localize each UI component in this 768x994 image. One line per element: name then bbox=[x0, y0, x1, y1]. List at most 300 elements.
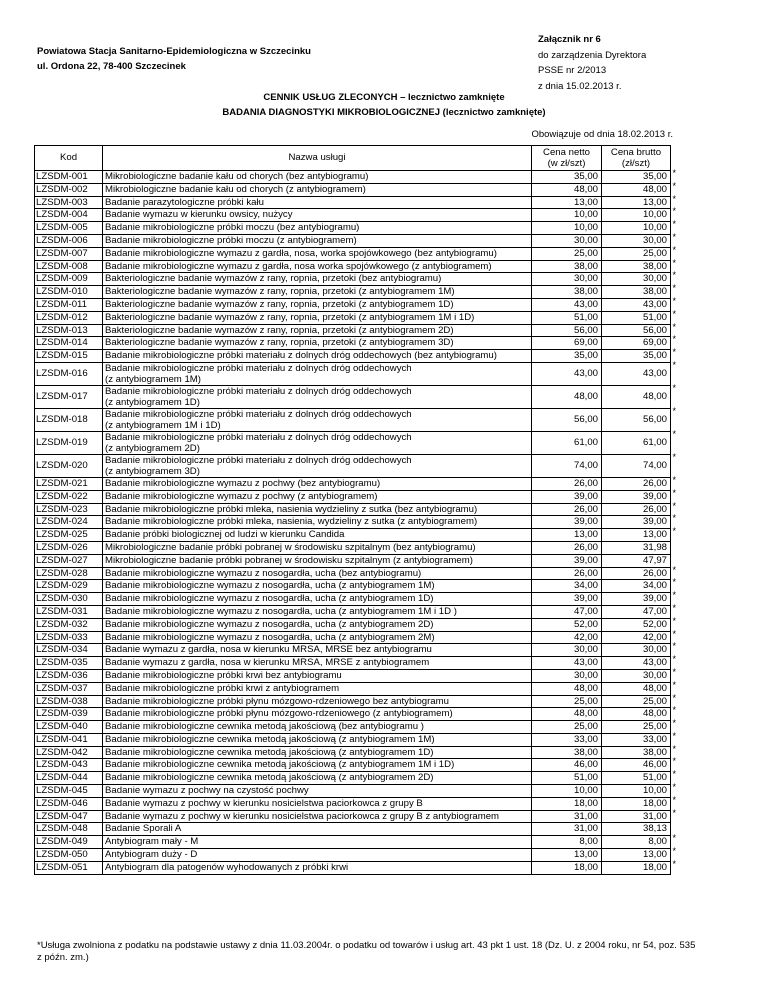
row-name-line2: (z antybiogramem 1D) bbox=[105, 396, 200, 408]
row-name: Badanie wymazu z gardła, nosa w kierunku MRSA, MRSE bez antybiogramu bbox=[103, 644, 532, 657]
row-price-gross bbox=[602, 283, 676, 299]
row-price-gross bbox=[602, 679, 676, 695]
row-name: Badanie mikrobiologiczne wymazu z gardła, nosa worka spojówkowego (z antybiogramem) bbox=[103, 260, 532, 273]
row-code: LZSDM-001 bbox=[35, 171, 103, 184]
row-code: LZSDM-014 bbox=[35, 337, 103, 350]
row-code: LZSDM-049 bbox=[35, 836, 103, 849]
table-row bbox=[35, 631, 671, 644]
tax-exempt-mark: * bbox=[672, 382, 676, 393]
price-table bbox=[34, 145, 676, 875]
tax-exempt-mark: * bbox=[672, 679, 676, 690]
row-code: LZSDM-019 bbox=[35, 431, 103, 454]
header-net-line2: (w zł/szt) bbox=[547, 158, 586, 169]
row-price-gross bbox=[602, 270, 676, 286]
row-price-net: 46,00 bbox=[532, 759, 602, 772]
row-price-gross bbox=[602, 769, 676, 785]
row-code: LZSDM-005 bbox=[35, 222, 103, 235]
row-name: Badanie mikrobiologiczne próbki moczu (bez antybiogramu) bbox=[103, 222, 532, 235]
table-row bbox=[35, 209, 671, 222]
row-price-gross-value: 51,00 bbox=[642, 772, 667, 784]
table-row bbox=[35, 849, 671, 862]
row-price-gross-value: 10,00 bbox=[642, 209, 667, 221]
row-code: LZSDM-036 bbox=[35, 669, 103, 682]
table-row bbox=[35, 861, 671, 874]
table-row bbox=[35, 490, 671, 503]
row-code: LZSDM-008 bbox=[35, 260, 103, 273]
row-price-gross bbox=[602, 730, 676, 746]
row-price-net: 61,00 bbox=[532, 431, 602, 454]
table-row bbox=[35, 721, 671, 734]
row-code: LZSDM-002 bbox=[35, 183, 103, 196]
row-code: LZSDM-043 bbox=[35, 759, 103, 772]
row-price-gross-value: 47,00 bbox=[642, 605, 667, 617]
row-price-gross-value: 26,00 bbox=[642, 503, 667, 515]
row-price-gross-value: 35,00 bbox=[642, 350, 667, 362]
row-price-gross-value: 13,00 bbox=[642, 196, 667, 208]
row-name: Badanie mikrobiologiczne wymazu z pochwy (z antybiogramem) bbox=[103, 490, 532, 503]
row-price-gross-value: 48,00 bbox=[642, 391, 667, 403]
row-price-gross-value: 38,00 bbox=[642, 286, 667, 298]
tax-exempt-mark: * bbox=[672, 743, 676, 754]
row-price-gross-value: 18,00 bbox=[642, 861, 667, 873]
table-row bbox=[35, 222, 671, 235]
tax-exempt-mark: * bbox=[672, 833, 676, 844]
row-code: LZSDM-022 bbox=[35, 490, 103, 503]
row-name: Badanie mikrobiologiczne wymazu z gardła, nosa, worka spojówkowego (bez antybiogramu) bbox=[103, 247, 532, 260]
row-price-net: 51,00 bbox=[532, 772, 602, 785]
row-code: LZSDM-048 bbox=[35, 823, 103, 836]
tax-exempt-mark: * bbox=[672, 615, 676, 626]
row-price-gross-value: 13,00 bbox=[642, 529, 667, 541]
table-row bbox=[35, 311, 671, 324]
row-price-net: 18,00 bbox=[532, 861, 602, 874]
row-price-gross bbox=[602, 513, 676, 529]
row-price-gross-value: 33,00 bbox=[642, 733, 667, 745]
row-name: Badanie mikrobiologiczne wymazu z pochwy (bez antybiogramu) bbox=[103, 477, 532, 490]
row-code: LZSDM-010 bbox=[35, 286, 103, 299]
row-price-gross bbox=[602, 405, 676, 431]
row-price-gross bbox=[602, 541, 671, 554]
row-price-net: 43,00 bbox=[532, 657, 602, 670]
row-price-net: 33,00 bbox=[532, 733, 602, 746]
tax-exempt-mark: * bbox=[672, 705, 676, 716]
row-name: Bakteriologiczne badanie wymazów z rany, ropnia, przetoki (z antybiogramem 2D) bbox=[103, 324, 532, 337]
row-name-line1: Badanie mikrobiologiczne próbki materiału z dolnych dróg oddechowych bbox=[105, 385, 412, 397]
table-header-row bbox=[35, 146, 671, 171]
tax-exempt-mark: * bbox=[672, 577, 676, 588]
table-row bbox=[35, 733, 671, 746]
table-row bbox=[35, 823, 671, 836]
row-price-gross-value: 30,00 bbox=[642, 669, 667, 681]
row-code: LZSDM-042 bbox=[35, 746, 103, 759]
tax-exempt-mark: * bbox=[672, 590, 676, 601]
row-code: LZSDM-026 bbox=[35, 541, 103, 554]
table-row bbox=[35, 759, 671, 772]
row-price-gross bbox=[602, 451, 676, 477]
row-price-net: 43,00 bbox=[532, 362, 602, 385]
table-row bbox=[35, 362, 671, 385]
row-name: Badanie próbki biologicznej od ludzi w kierunku Candida bbox=[103, 529, 532, 542]
table-row bbox=[35, 234, 671, 247]
row-price-gross bbox=[602, 428, 676, 454]
table-row bbox=[35, 836, 671, 849]
table-row bbox=[35, 408, 671, 431]
row-name bbox=[103, 454, 532, 477]
tax-exempt-mark: * bbox=[672, 794, 676, 805]
row-price-gross-value: 43,00 bbox=[642, 298, 667, 310]
row-price-gross bbox=[602, 244, 676, 260]
row-price-gross-value: 69,00 bbox=[642, 337, 667, 349]
table-row bbox=[35, 324, 671, 337]
document-title: CENNIK USŁUG ZLECONYCH – lecznictwo zamknięte bbox=[263, 92, 505, 103]
header-gross-line2: (zł/szt) bbox=[621, 158, 651, 169]
row-price-gross-value: 10,00 bbox=[642, 222, 667, 234]
row-price-net: 8,00 bbox=[532, 836, 602, 849]
row-name: Badanie wymazu z pochwy na czystość pochwy bbox=[103, 785, 532, 798]
row-price-gross-value: 30,00 bbox=[642, 273, 667, 285]
annex-line: do zarządzenia Dyrektora bbox=[538, 49, 647, 61]
row-price-net: 30,00 bbox=[532, 273, 602, 286]
row-price-net: 35,00 bbox=[532, 171, 602, 184]
row-name: Antybiogram mały - M bbox=[103, 836, 532, 849]
row-code: LZSDM-011 bbox=[35, 298, 103, 311]
row-code: LZSDM-031 bbox=[35, 605, 103, 618]
row-name: Badanie wymazu z pochwy w kierunku nosicielstwa paciorkowca z grupy B bbox=[103, 797, 532, 810]
row-price-net: 10,00 bbox=[532, 222, 602, 235]
row-code: LZSDM-009 bbox=[35, 273, 103, 286]
validity-date: Obowiązuje od dnia 18.02.2013 r. bbox=[531, 129, 673, 140]
tax-exempt-mark: * bbox=[672, 487, 676, 498]
row-price-net: 51,00 bbox=[532, 311, 602, 324]
row-price-gross bbox=[602, 487, 676, 503]
row-price-gross bbox=[602, 743, 676, 759]
table-row bbox=[35, 567, 671, 580]
row-name: Badanie wymazu z pochwy w kierunku nosicielstwa paciorkowca z grupy B z antybiogramem bbox=[103, 810, 532, 823]
row-price-gross-value: 39,00 bbox=[642, 516, 667, 528]
row-price-gross bbox=[602, 554, 671, 567]
tax-exempt-mark: * bbox=[672, 513, 676, 524]
row-code: LZSDM-047 bbox=[35, 810, 103, 823]
annex-line: PSSE nr 2/2013 bbox=[538, 65, 607, 76]
row-price-net: 48,00 bbox=[532, 385, 602, 408]
row-code: LZSDM-017 bbox=[35, 385, 103, 408]
row-name: Badanie wymazu w kierunku owsicy, nużycy bbox=[103, 209, 532, 222]
annex-date: z dnia 15.02.2013 r. bbox=[538, 80, 622, 92]
row-code: LZSDM-020 bbox=[35, 454, 103, 477]
row-price-net: 39,00 bbox=[532, 554, 602, 567]
row-price-gross bbox=[602, 193, 676, 209]
tax-exempt-mark: * bbox=[672, 500, 676, 511]
row-code: LZSDM-037 bbox=[35, 682, 103, 695]
table-row bbox=[35, 644, 671, 657]
row-price-gross bbox=[602, 295, 676, 311]
row-price-gross-value: 51,00 bbox=[642, 311, 667, 323]
row-price-net: 13,00 bbox=[532, 849, 602, 862]
row-price-gross-value: 43,00 bbox=[642, 368, 667, 380]
row-price-net: 10,00 bbox=[532, 785, 602, 798]
row-name bbox=[103, 431, 532, 454]
row-code: LZSDM-016 bbox=[35, 362, 103, 385]
tax-exempt-mark: * bbox=[672, 206, 676, 217]
tax-exempt-mark: * bbox=[672, 641, 676, 652]
row-price-net: 52,00 bbox=[532, 618, 602, 631]
tax-exempt-mark: * bbox=[672, 244, 676, 255]
tax-exempt-mark: * bbox=[672, 564, 676, 575]
row-price-gross-value: 38,00 bbox=[642, 260, 667, 272]
row-price-net: 25,00 bbox=[532, 695, 602, 708]
row-price-net: 26,00 bbox=[532, 477, 602, 490]
row-price-net: 48,00 bbox=[532, 708, 602, 721]
row-price-net: 38,00 bbox=[532, 260, 602, 273]
row-price-gross bbox=[602, 308, 676, 324]
row-name-line2: (z antybiogramem 1M i 1D) bbox=[105, 419, 221, 431]
row-code: LZSDM-051 bbox=[35, 861, 103, 874]
row-name: Badanie mikrobiologiczne próbki moczu (z antybiogramem) bbox=[103, 234, 532, 247]
row-price-gross bbox=[602, 564, 676, 580]
row-name: Badanie parazytologiczne próbki kału bbox=[103, 196, 532, 209]
tax-exempt-mark: * bbox=[672, 718, 676, 729]
row-code: LZSDM-045 bbox=[35, 785, 103, 798]
table-row bbox=[35, 247, 671, 260]
row-price-gross bbox=[602, 615, 676, 631]
row-price-gross-value: 56,00 bbox=[642, 324, 667, 336]
table-row bbox=[35, 772, 671, 785]
row-name: Bakteriologiczne badanie wymazów z rany, ropnia, przetoki (z antybiogramem 1M) bbox=[103, 286, 532, 299]
row-price-net: 39,00 bbox=[532, 593, 602, 606]
tax-exempt-mark: * bbox=[672, 428, 676, 439]
row-price-net: 74,00 bbox=[532, 454, 602, 477]
tax-exempt-mark: * bbox=[672, 283, 676, 294]
row-price-gross bbox=[602, 168, 676, 184]
tax-exempt-mark: * bbox=[672, 451, 676, 462]
row-code: LZSDM-029 bbox=[35, 580, 103, 593]
header-name: Nazwa usługi bbox=[103, 146, 532, 171]
row-price-gross-value: 48,00 bbox=[642, 183, 667, 195]
annex-block bbox=[538, 32, 646, 94]
row-code: LZSDM-023 bbox=[35, 503, 103, 516]
row-price-gross-value: 31,98 bbox=[642, 541, 667, 553]
row-name: Badanie mikrobiologiczne próbki płynu mózgowo-rdzeniowego bez antybiogramu bbox=[103, 695, 532, 708]
row-code: LZSDM-046 bbox=[35, 797, 103, 810]
row-price-gross bbox=[602, 654, 676, 670]
table-row bbox=[35, 708, 671, 721]
document-subtitle: BADANIA DIAGNOSTYKI MIKROBIOLOGICZNEJ (lecznictwo zamknięte) bbox=[222, 107, 546, 118]
tax-exempt-mark: * bbox=[672, 692, 676, 703]
tax-exempt-mark: * bbox=[672, 782, 676, 793]
row-name-line1: Badanie mikrobiologiczne próbki materiału z dolnych dróg oddechowych bbox=[105, 408, 412, 420]
document-titles bbox=[0, 90, 768, 120]
header-code: Kod bbox=[35, 146, 103, 171]
row-price-net: 48,00 bbox=[532, 682, 602, 695]
row-price-gross-value: 35,00 bbox=[642, 171, 667, 182]
row-name: Bakteriologiczne badanie wymazów z rany, ropnia, przetoki (z antybiogramem 3D) bbox=[103, 337, 532, 350]
row-price-gross bbox=[602, 756, 676, 772]
row-name: Badanie mikrobiologiczne wymazu z nosogardła, ucha (z antybiogramem 1M) bbox=[103, 580, 532, 593]
table-row bbox=[35, 477, 671, 490]
table-row bbox=[35, 350, 671, 363]
row-price-gross-value: 52,00 bbox=[642, 618, 667, 630]
organization-address: ul. Ordona 22, 78-400 Szczecinek bbox=[37, 61, 186, 72]
row-price-net: 26,00 bbox=[532, 503, 602, 516]
organization-header bbox=[37, 44, 311, 74]
row-price-gross bbox=[602, 577, 676, 593]
row-price-gross-value: 42,00 bbox=[642, 631, 667, 643]
table-row bbox=[35, 337, 671, 350]
tax-exempt-mark: * bbox=[672, 666, 676, 677]
row-price-gross bbox=[602, 219, 676, 235]
row-price-gross bbox=[602, 206, 676, 222]
row-code: LZSDM-034 bbox=[35, 644, 103, 657]
row-price-gross-value: 61,00 bbox=[642, 437, 667, 449]
row-price-gross-value: 25,00 bbox=[642, 695, 667, 707]
row-price-net: 25,00 bbox=[532, 721, 602, 734]
table-row bbox=[35, 657, 671, 670]
row-price-gross bbox=[602, 500, 676, 516]
row-name: Bakteriologiczne badanie wymazów z rany, ropnia, przetoki (z antybiogramem 1D) bbox=[103, 298, 532, 311]
row-price-net: 30,00 bbox=[532, 644, 602, 657]
tax-exempt-mark: * bbox=[672, 231, 676, 242]
row-price-gross bbox=[602, 347, 676, 363]
row-price-gross bbox=[602, 794, 676, 810]
row-price-gross-value: 26,00 bbox=[642, 567, 667, 579]
row-price-net: 30,00 bbox=[532, 234, 602, 247]
row-code: LZSDM-027 bbox=[35, 554, 103, 567]
header-net bbox=[532, 146, 602, 171]
tax-exempt-mark: * bbox=[672, 474, 676, 485]
row-code: LZSDM-040 bbox=[35, 721, 103, 734]
row-price-gross bbox=[602, 833, 676, 849]
table-row bbox=[35, 605, 671, 618]
row-code: LZSDM-025 bbox=[35, 529, 103, 542]
row-price-gross bbox=[602, 257, 676, 273]
table-row bbox=[35, 196, 671, 209]
row-code: LZSDM-007 bbox=[35, 247, 103, 260]
row-price-gross-value: 30,00 bbox=[642, 644, 667, 656]
row-name: Badanie mikrobiologiczne próbki mleka, nasienia, wydzieliny z sutka (z antybiogramem) bbox=[103, 516, 532, 529]
table-row bbox=[35, 183, 671, 196]
header-gross bbox=[602, 146, 671, 171]
table-row bbox=[35, 810, 671, 823]
tax-exempt-mark: * bbox=[672, 308, 676, 319]
row-price-gross-value: 47,97 bbox=[642, 554, 667, 566]
tax-exempt-mark: * bbox=[672, 769, 676, 780]
row-code: LZSDM-041 bbox=[35, 733, 103, 746]
tax-exempt-mark: * bbox=[672, 858, 676, 869]
tax-exempt-mark: * bbox=[672, 193, 676, 204]
row-name: Antybiogram dla patogenów wyhodowanych z próbki krwi bbox=[103, 861, 532, 874]
table-row bbox=[35, 785, 671, 798]
row-price-gross-value: 39,00 bbox=[642, 593, 667, 605]
row-price-net: 47,00 bbox=[532, 605, 602, 618]
row-price-gross-value: 48,00 bbox=[642, 708, 667, 720]
row-price-net: 39,00 bbox=[532, 490, 602, 503]
tax-exempt-mark: * bbox=[672, 359, 676, 370]
row-code: LZSDM-012 bbox=[35, 311, 103, 324]
row-price-net: 48,00 bbox=[532, 183, 602, 196]
row-price-gross bbox=[602, 231, 676, 247]
table-row bbox=[35, 682, 671, 695]
annex-title: Załącznik nr 6 bbox=[538, 34, 601, 45]
tax-exempt-mark: * bbox=[672, 628, 676, 639]
row-price-gross-value: 46,00 bbox=[642, 759, 667, 771]
row-code: LZSDM-004 bbox=[35, 209, 103, 222]
row-price-net: 25,00 bbox=[532, 247, 602, 260]
row-price-net: 56,00 bbox=[532, 408, 602, 431]
row-code: LZSDM-028 bbox=[35, 567, 103, 580]
row-price-gross bbox=[602, 628, 676, 644]
row-code: LZSDM-032 bbox=[35, 618, 103, 631]
row-name: Badanie mikrobiologiczne cewnika metodą jakościową (z antybiogramem 1M i 1D) bbox=[103, 759, 532, 772]
row-price-gross bbox=[602, 334, 676, 350]
table-row bbox=[35, 797, 671, 810]
row-price-net: 13,00 bbox=[532, 529, 602, 542]
row-name: Mikrobiologiczne badanie próbki pobranej w środowisku szpitalnym (z antybiogramem) bbox=[103, 554, 532, 567]
row-price-gross bbox=[602, 846, 676, 862]
row-price-gross-value: 39,00 bbox=[642, 490, 667, 502]
row-name: Badanie mikrobiologiczne cewnika metodą jakościową (z antybiogramem 1M) bbox=[103, 733, 532, 746]
row-code: LZSDM-050 bbox=[35, 849, 103, 862]
row-price-gross-value: 74,00 bbox=[642, 460, 667, 472]
row-name-line2: (z antybiogramem 2D) bbox=[105, 442, 200, 454]
row-name-line1: Badanie mikrobiologiczne próbki materiału z dolnych dróg oddechowych bbox=[105, 454, 412, 466]
table-row bbox=[35, 580, 671, 593]
tax-exempt-mark: * bbox=[672, 807, 676, 818]
row-name: Badanie mikrobiologiczne próbki płynu mózgowo-rdzeniowego (z antybiogramem) bbox=[103, 708, 532, 721]
row-price-gross bbox=[602, 718, 676, 734]
header-gross-line1: Cena brutto bbox=[610, 146, 662, 158]
tax-exempt-mark: * bbox=[672, 295, 676, 306]
row-name: Badanie mikrobiologiczne próbki materiału z dolnych dróg oddechowych (bez antybiogramu) bbox=[103, 350, 532, 363]
row-price-gross-value: 10,00 bbox=[642, 785, 667, 797]
row-code: LZSDM-003 bbox=[35, 196, 103, 209]
row-name: Badanie mikrobiologiczne próbki mleka, nasienia wydzieliny z sutka (bez antybiogramu) bbox=[103, 503, 532, 516]
row-price-gross-value: 26,00 bbox=[642, 477, 667, 489]
table-row bbox=[35, 541, 671, 554]
table-row bbox=[35, 503, 671, 516]
row-price-gross-value: 38,00 bbox=[642, 746, 667, 758]
row-code: LZSDM-044 bbox=[35, 772, 103, 785]
row-price-gross-value: 8,00 bbox=[648, 836, 667, 848]
row-name-line1: Badanie mikrobiologiczne próbki materiału z dolnych dróg oddechowych bbox=[105, 431, 412, 443]
row-name: Badanie mikrobiologiczne wymazu z nosogardła, ucha (bez antybiogramu) bbox=[103, 567, 532, 580]
row-price-gross bbox=[602, 474, 676, 490]
row-price-gross-value: 25,00 bbox=[642, 247, 667, 259]
tax-exempt-mark: * bbox=[672, 334, 676, 345]
row-name-line2: (z antybiogramem 3D) bbox=[105, 465, 200, 477]
row-code: LZSDM-033 bbox=[35, 631, 103, 644]
row-price-gross bbox=[602, 321, 676, 337]
row-name: Badanie mikrobiologiczne wymazu z nosogardła, ucha (z antybiogramem 1D) bbox=[103, 593, 532, 606]
row-name-line1: Badanie mikrobiologiczne próbki materiału z dolnych dróg oddechowych bbox=[105, 362, 412, 374]
row-name bbox=[103, 408, 532, 431]
row-code: LZSDM-038 bbox=[35, 695, 103, 708]
table-row bbox=[35, 593, 671, 606]
tax-exempt-mark: * bbox=[672, 405, 676, 416]
footnote: *Usługa zwolniona z podatku na podstawie ustawy z dnia 11.03.2004r. o podatku od towarów i usług art. 43 pkt 1 ust. 18 (Dz. U. z 2004 roku, nr 54, poz. 535 z późn. zm.) bbox=[37, 940, 696, 963]
tax-exempt-mark: * bbox=[672, 257, 676, 268]
tax-exempt-mark: * bbox=[672, 756, 676, 767]
row-name: Badanie mikrobiologiczne próbki krwi bez antybiogramu bbox=[103, 669, 532, 682]
row-name bbox=[103, 385, 532, 408]
row-price-gross-value: 34,00 bbox=[642, 580, 667, 592]
row-name: Badanie mikrobiologiczne cewnika metodą jakościową (bez antybiogramu ) bbox=[103, 721, 532, 734]
row-code: LZSDM-030 bbox=[35, 593, 103, 606]
row-name: Antybiogram duży - D bbox=[103, 849, 532, 862]
tax-exempt-mark: * bbox=[672, 321, 676, 332]
row-name: Mikrobiologiczne badanie kału od chorych (bez antybiogramu) bbox=[103, 171, 532, 184]
table-row bbox=[35, 260, 671, 273]
row-name: Mikrobiologiczne badanie próbki pobranej w środowisku szpitalnym (bez antybiogramu) bbox=[103, 541, 532, 554]
